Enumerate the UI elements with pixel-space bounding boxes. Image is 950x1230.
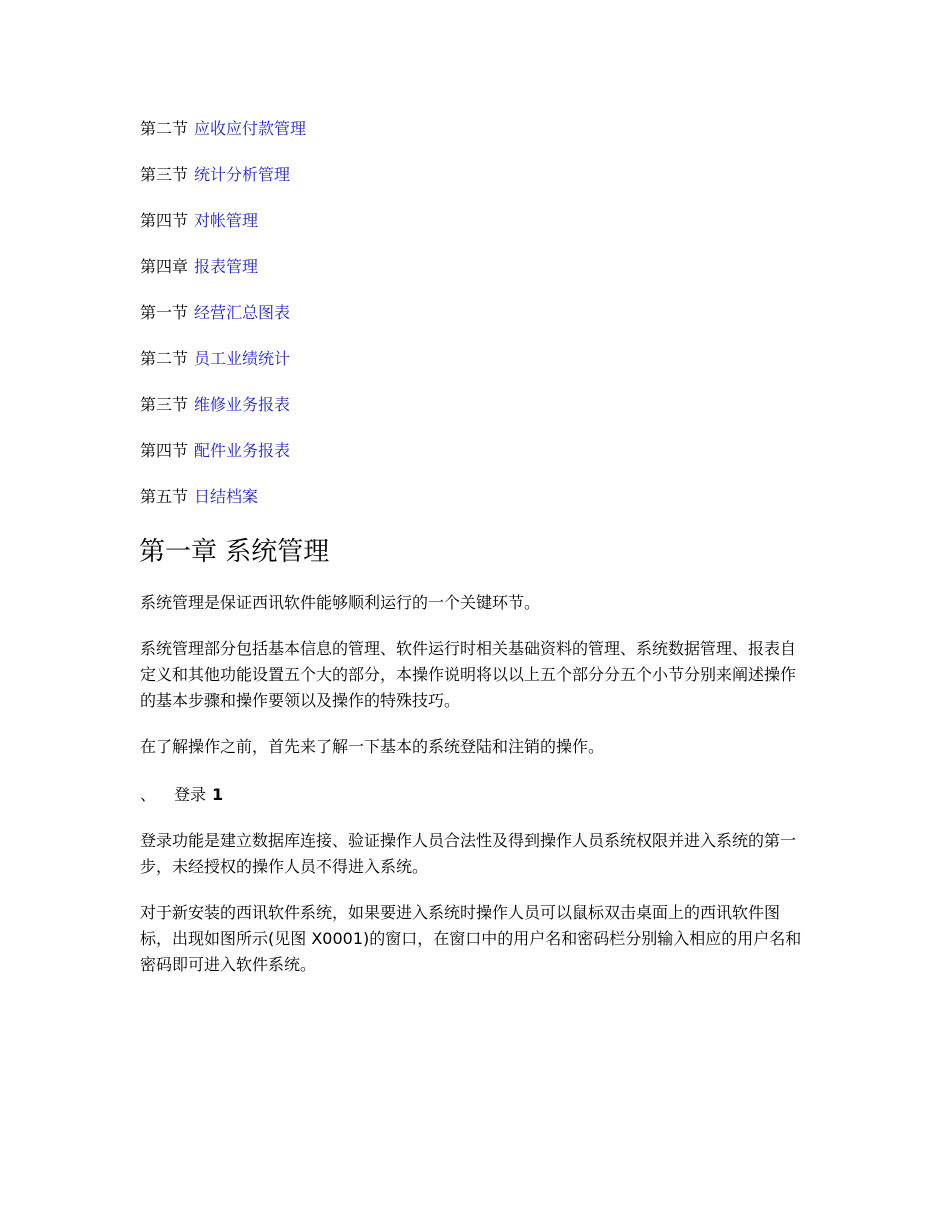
- toc-entry: [140, 116, 840, 162]
- toc-entry: [140, 346, 840, 392]
- section-title: 登录: [174, 785, 207, 804]
- preface-paragraph: 在了解操作之前，首先来了解一下基本的系统登陆和注销的操作。: [140, 737, 605, 756]
- toc-entry-prefix: 第三节: [140, 165, 189, 184]
- toc-entry: [140, 438, 840, 484]
- toc-entry: [140, 254, 840, 300]
- login-steps-paragraph: 对于新安装的西讯软件系统，如果要进入系统时操作人员可以鼠标双击桌面上的西讯软件图标，出现如图所示(见图 X0001)的窗口，在窗口中的用户名和密码栏分别输入相应的用户名和密码即可进入软件系统。: [140, 903, 802, 974]
- section-heading-login: [140, 782, 223, 808]
- toc-entry-prefix: 第四节: [140, 211, 189, 230]
- toc-entry-prefix: 第二节: [140, 119, 189, 138]
- toc-entry-prefix: 第三节: [140, 395, 189, 414]
- toc-entry: [140, 300, 840, 346]
- toc-link[interactable]: 报表管理: [194, 257, 259, 276]
- toc-link[interactable]: 维修业务报表: [194, 395, 291, 414]
- toc-entry-prefix: 第二节: [140, 349, 189, 368]
- toc-link[interactable]: 日结档案: [194, 487, 259, 506]
- toc-link[interactable]: 对帐管理: [194, 211, 259, 230]
- overview-paragraph: 系统管理部分包括基本信息的管理、软件运行时相关基础资料的管理、系统数据管理、报表自定义和其他功能设置五个大的部分，本操作说明将以以上五个部分分五个小节分别来阐述操作的基本步骤和操作要领以及操作的特殊技巧。: [140, 639, 797, 710]
- toc-link[interactable]: 经营汇总图表: [194, 303, 291, 322]
- toc-link[interactable]: 配件业务报表: [194, 441, 291, 460]
- toc-entry: [140, 484, 840, 530]
- toc-entry: [140, 208, 840, 254]
- chapter-title: 第一章 系统管理: [139, 537, 330, 567]
- toc-entry: [140, 392, 840, 438]
- toc-link[interactable]: 统计分析管理: [194, 165, 291, 184]
- toc-entry-prefix: 第一节: [140, 303, 189, 322]
- toc-entry-prefix: 第四章: [140, 257, 189, 276]
- section-number: 1: [212, 785, 224, 804]
- toc-entry-prefix: 第五节: [140, 487, 189, 506]
- toc-link[interactable]: 员工业绩统计: [194, 349, 291, 368]
- login-description-paragraph: 登录功能是建立数据库连接、验证操作人员合法性及得到操作人员系统权限并进入系统的第一步，未经授权的操作人员不得进入系统。: [140, 831, 797, 876]
- section-separator: 、: [140, 785, 157, 804]
- toc-link[interactable]: 应收应付款管理: [194, 119, 307, 138]
- toc-entry-prefix: 第四节: [140, 441, 189, 460]
- toc-entry: [140, 162, 840, 208]
- intro-paragraph: 系统管理是保证西讯软件能够顺利运行的一个关键环节。: [140, 593, 541, 612]
- table-of-contents: [140, 116, 840, 530]
